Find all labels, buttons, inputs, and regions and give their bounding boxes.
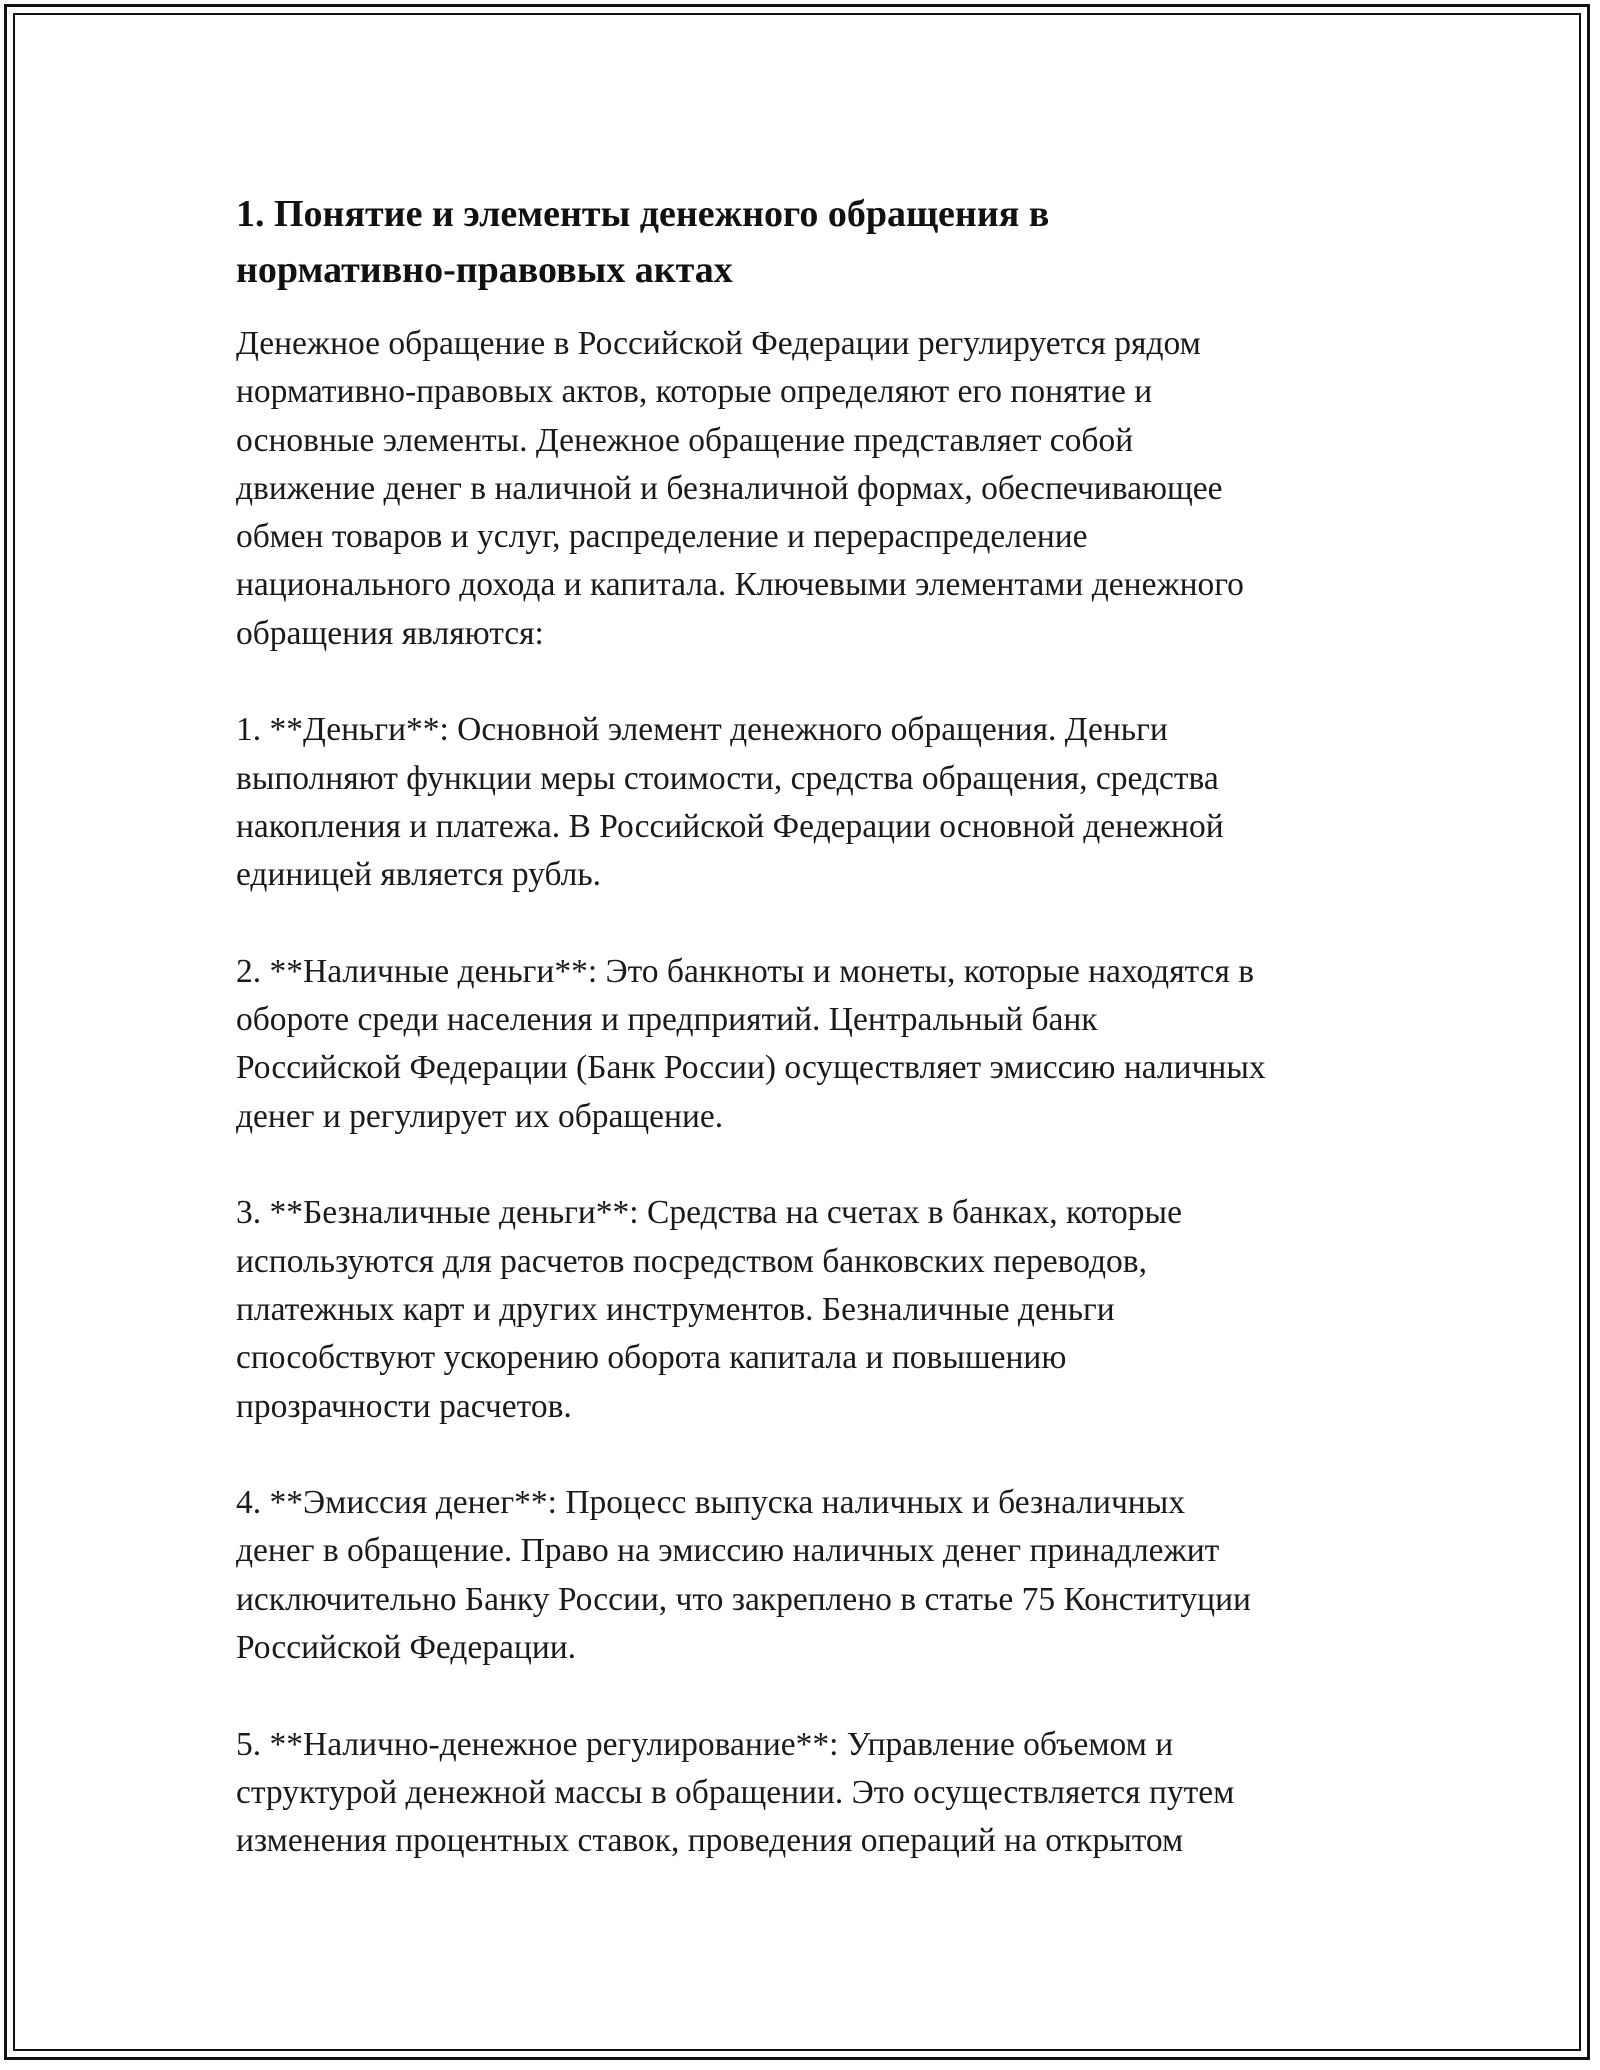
list-item-regulation: 5. **Налично-денежное регулирование**: Управление объемом и структурой денежной массы в обращении. Это осуществляется путем изменения процентных ставок, проведения операций на открытом (236, 1725, 1235, 1860)
list-item-cash: 2. **Наличные деньги**: Это банкноты и монеты, которые находятся в обороте среди населения и предприятий. Центральный банк Российской Федерации (Банк России) осуществляет эмиссию наличных денег и регулирует их обращение. (236, 952, 1266, 1135)
list-item-money: 1. **Деньги**: Основной элемент денежного обращения. Деньги выполняют функции меры стоимости, средства обращения, средства накопления и платежа. В Российской Федерации основной денежной единицей является рубль. (236, 711, 1224, 894)
document-body (236, 186, 1376, 1866)
section-title: 1. Понятие и элементы денежного обращения в нормативно-правовых актах (236, 193, 1050, 291)
list-item-noncash: 3. **Безналичные деньги**: Средства на счетах в банках, которые используются для расчетов посредством банковских переводов, платежных карт и других инструментов. Безналичные деньги способствуют ускорению оборота капитала и повышению прозрачности расчетов. (236, 1194, 1182, 1425)
intro-paragraph: Денежное обращение в Российской Федерации регулируется рядом нормативно-правовых актов, которые определяют его понятие и основные элементы. Денежное обращение представляет собой движение денег в наличной и безналичной формах, обеспечивающее обмен товаров и услуг, распределение и перераспределение национального дохода и капитала. Ключевыми элементами денежного обращения являются: (236, 325, 1244, 652)
list-item-emission: 4. **Эмиссия денег**: Процесс выпуска наличных и безналичных денег в обращение. Право на эмиссию наличных денег принадлежит исключительно Банку России, что закреплено в статье 75 Конституции Российской Федерации. (236, 1484, 1251, 1667)
